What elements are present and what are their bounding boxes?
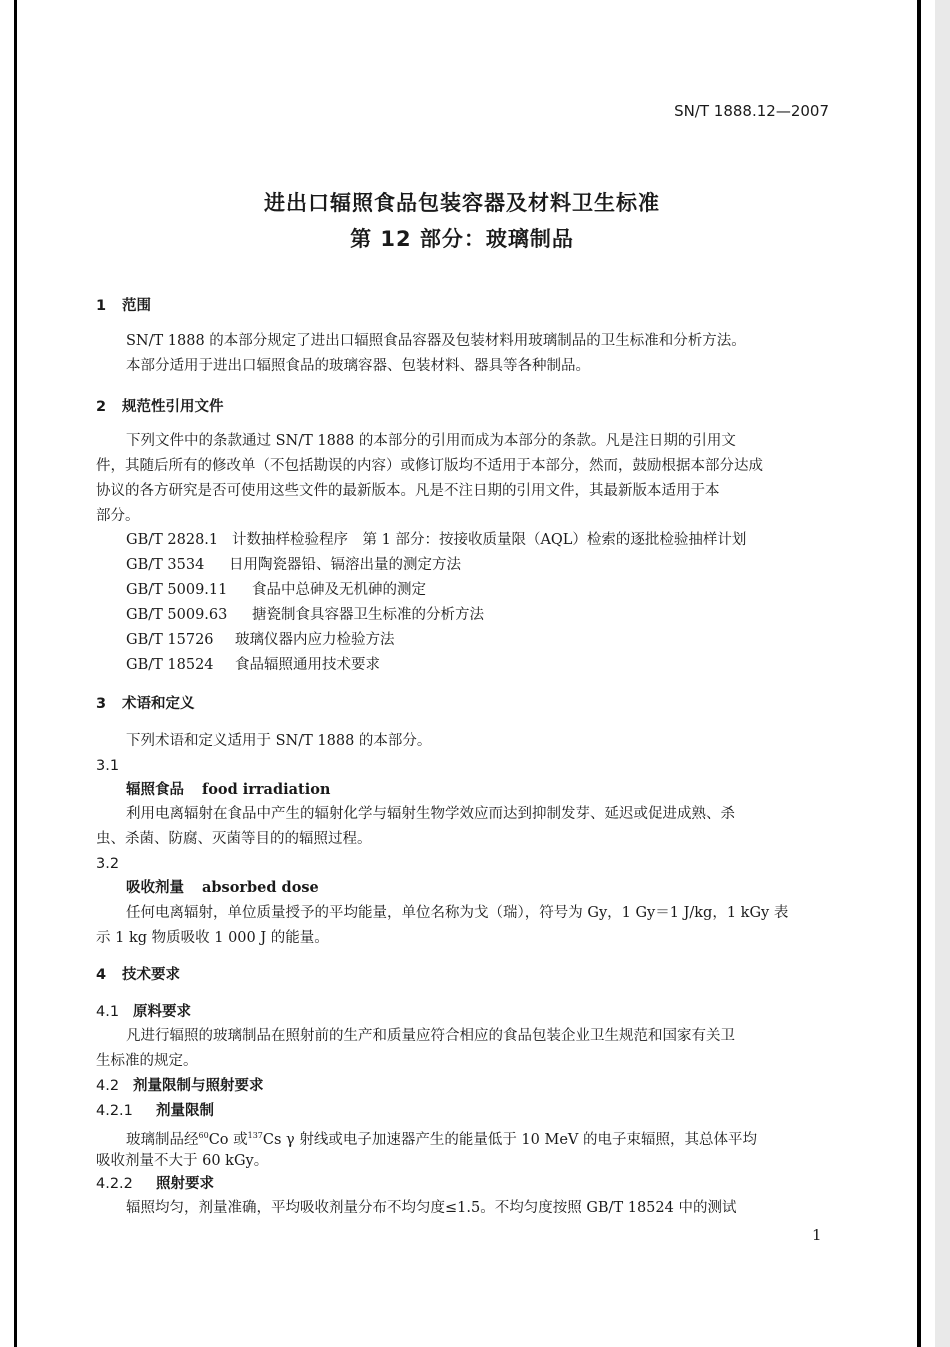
section-4-2-heading: 4.2 剂量限制与照射要求 [96, 1078, 264, 1094]
reference-item [126, 555, 461, 575]
scan-border-right [917, 0, 921, 1347]
term-3-2 [126, 878, 319, 898]
section-1-heading: 1 范围 [96, 298, 151, 314]
term-3-1-definition: 利用电离辐射在食品中产生的辐射化学与辐射生物学效应而达到抑制发芽、延迟或促进成熟、杀 [126, 806, 735, 822]
term-3-1-definition: 虫、杀菌、防腐、灭菌等目的的辐照过程。 [96, 831, 372, 847]
section-4-2-1-heading: 4.2.1 剂量限制 [96, 1103, 214, 1119]
section-2-para-line: 件，其随后所有的修改单（不包括勘误的内容）或修订版均不适用于本部分，然而，鼓励根据本部分达成 [96, 458, 763, 474]
section-4-1-heading: 4.1 原料要求 [96, 1004, 191, 1020]
reference-code: GB/T 3534 [126, 557, 205, 573]
document-title: 进出口辐照食品包装容器及材料卫生标准 [264, 191, 660, 215]
reference-code: GB/T 18524 [126, 657, 214, 673]
reference-title: 食品中总砷及无机砷的测定 [252, 582, 426, 598]
term-3-1 [126, 780, 330, 800]
reference-code: GB/T 15726 [126, 632, 214, 648]
reference-title: 日用陶瓷器铅、镉溶出量的测定方法 [229, 557, 461, 573]
reference-item [126, 605, 484, 625]
reference-title: 计数抽样检验程序 第 1 部分：按接收质量限（AQL）检索的逐批检验抽样计划 [232, 532, 747, 548]
reference-title: 食品辐照通用技术要求 [235, 657, 380, 673]
reference-code: GB/T 2828.1 [126, 532, 219, 548]
reference-code: GB/T 5009.63 [126, 607, 228, 623]
section-3-para-1: 下列术语和定义适用于 SN/T 1888 的本部分。 [126, 733, 432, 749]
section-4-2-1-para: 玻璃制品经$^{60}$Co 或$^{137}$Cs γ 射线或电子加速器产生的能量低于 10 MeV 的电子束辐照，其总体平均 [126, 1131, 758, 1148]
section-4-1-para: 凡进行辐照的玻璃制品在照射前的生产和质量应符合相应的食品包装企业卫生规范和国家有关卫 [126, 1028, 735, 1044]
section-1-para-2: 本部分适用于进出口辐照食品的玻璃容器、包装材料、器具等各种制品。 [126, 358, 590, 374]
term-3-1-number: 3.1 [96, 758, 120, 774]
reference-title: 搪瓷制食具容器卫生标准的分析方法 [252, 607, 484, 623]
section-4-heading: 4 技术要求 [96, 967, 180, 983]
reference-item [126, 655, 380, 675]
term-3-2-number: 3.2 [96, 856, 120, 872]
term-3-2-definition: 示 1 kg 物质吸收 1 000 J 的能量。 [96, 930, 329, 946]
section-3-heading: 3 术语和定义 [96, 696, 195, 712]
reference-item [126, 530, 746, 550]
section-1-para-1: SN/T 1888 的本部分规定了进出口辐照食品容器及包装材料用玻璃制品的卫生标准和分析方法。 [126, 333, 746, 349]
scan-edge-shadow [935, 0, 950, 1347]
section-2-para-line: 协议的各方研究是否可使用这些文件的最新版本。凡是不注日期的引用文件，其最新版本适用于本 [96, 483, 720, 499]
reference-code: GB/T 5009.11 [126, 582, 228, 598]
document-subtitle: 第 12 部分：玻璃制品 [350, 227, 574, 251]
term-english: food irradiation [202, 781, 331, 798]
section-4-2-1-para: 吸收剂量不大于 60 kGy。 [96, 1153, 269, 1169]
section-2-heading: 2 规范性引用文件 [96, 399, 224, 415]
page-number: 1 [812, 1226, 822, 1244]
section-2-para-line: 下列文件中的条款通过 SN/T 1888 的本部分的引用而成为本部分的条款。凡是注日期的引用文 [126, 433, 736, 449]
term-chinese: 吸收剂量 [126, 880, 184, 896]
term-3-2-definition: 任何电离辐射，单位质量授予的平均能量，单位名称为戈（瑞），符号为 Gy，1 Gy＝1 J/kg，1 kGy 表 [126, 905, 789, 921]
term-english: absorbed dose [202, 879, 319, 896]
section-2-para-line: 部分。 [96, 508, 140, 524]
standard-number: SN/T 1888.12—2007 [674, 102, 829, 120]
section-4-2-2-heading: 4.2.2 照射要求 [96, 1176, 214, 1192]
section-4-1-para: 生标准的规定。 [96, 1053, 198, 1069]
reference-item [126, 580, 426, 600]
reference-item [126, 630, 395, 650]
reference-title: 玻璃仪器内应力检验方法 [235, 632, 395, 648]
section-4-2-2-para: 辐照均匀，剂量准确，平均吸收剂量分布不均匀度≤1.5。不均匀度按照 GB/T 18524 中的测试 [126, 1200, 737, 1216]
term-chinese: 辐照食品 [126, 782, 184, 798]
